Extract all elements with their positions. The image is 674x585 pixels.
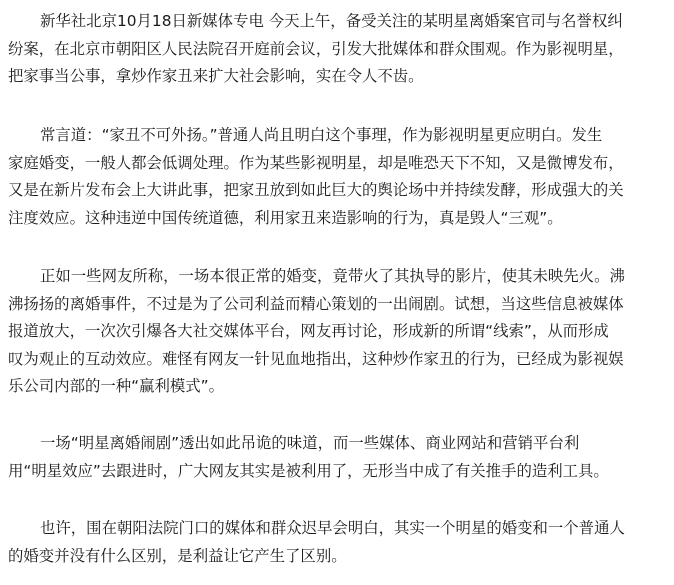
paragraph-line: 又是在新片发布会上大讲此事，把家丑放到如此巨大的舆论场中并持续发酵，形成强大的关 [8,181,624,199]
paragraph-line: 新华社北京10月18日新媒体专电 今天上午，备受关注的某明星离婚案官司与名誉权纠 [40,12,623,30]
paragraph-line: 的婚变并没有什么区别，是利益让它产生了区别。 [8,546,347,565]
article-paragraph-3 [8,263,668,401]
paragraph-line: 把家事当公事，拿炒作家丑来扩大社会影响，实在令人不齿。 [8,67,424,85]
paragraph-line: 也许，围在朝阳法院门口的媒体和群众迟早会明白，其实一个明星的婚变和一个普通人 [40,519,625,537]
paragraph-line: 注度效应。这种违逆中国传统道德，利用家丑来造影响的行为，真是毁人“三观”。 [8,208,563,227]
paragraph-line: 常言道：“家丑不可外扬。”普通人尚且明白这个事理，作为影视明星更应明白。发生 [40,126,603,144]
paragraph-line: 纷案，在北京市朝阳区人民法院召开庭前会议，引发大批媒体和群众围观。作为影视明星， [8,39,624,58]
paragraph-line: 家庭婚变，一般人都会低调处理。作为某些影视明星，却是唯恐天下不知，又是微博发布， [8,153,624,172]
paragraph-line: 一场“明星离婚闹剧”透出如此吊诡的味道，而一些媒体、商业网站和营销平台利 [40,434,580,452]
paragraph-line: 沸扬扬的离婚事件，不过是为了公司利益而精心策划的一出闹剧。试想，当这些信息被媒体 [8,294,624,313]
article-paragraph-1 [8,8,668,91]
paragraph-line: 用“明星效应”去跟进时，广大网友其实是被利用了，无形当中成了有关推手的造利工具。 [8,461,609,480]
paragraph-line: 报道放大，一次次引爆各大社交媒体平台，网友再讨论，形成新的所谓“线索”，从而形成 [8,322,609,340]
paragraph-line: 叹为观止的互动效应。难怪有网友一针见血地指出，这种炒作家丑的行为，已经成为影视娱 [8,349,624,368]
paragraph-line: 乐公司内部的一种“赢利模式”。 [8,377,225,395]
article-paragraph-2 [8,122,668,232]
article-paragraph-5 [8,515,668,570]
paragraph-line: 正如一些网友所称，一场本很正常的婚变，竟带火了其执导的影片，使其未映先火。沸 [40,267,625,285]
article-paragraph-4 [8,430,668,485]
